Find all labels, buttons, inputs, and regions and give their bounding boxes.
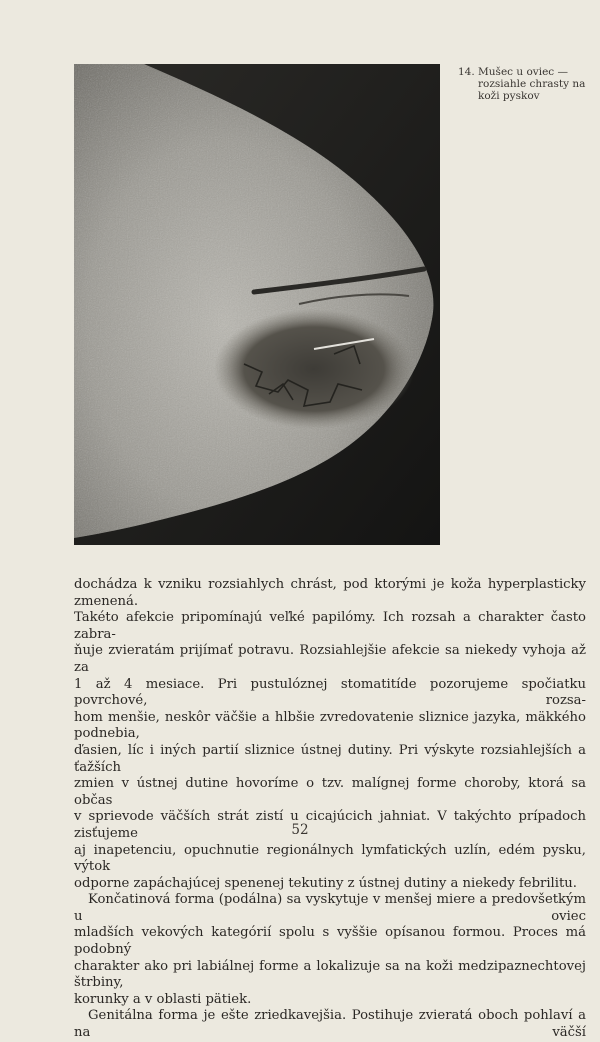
text-line: 1 až 4 mesiace. Pri pustulóznej stomatitíde pozorujeme spočiatku povrchové, rozsa- bbox=[74, 676, 586, 709]
text-line: mladších vekových kategórií spolu s vyššie opísanou formou. Proces má podobný bbox=[74, 925, 586, 958]
text-line: Takéto afekcie pripomínajú veľké papilómy. Ich rozsah a charakter často zabra- bbox=[74, 610, 586, 642]
paragraph bbox=[74, 892, 586, 1008]
caption-line: 14. Mušec u oviec — bbox=[458, 66, 569, 78]
text-line: v sprievode väčších strát zistí u cicajúcich jahniat. V takýchto prípadoch zisťujeme bbox=[74, 809, 586, 841]
figure-caption bbox=[458, 66, 588, 102]
text-line: charakter ako pri labiálnej forme a lokalizuje sa na koži medzipaznechtovej štrbiny, bbox=[74, 958, 586, 991]
sheep-muzzle-photo bbox=[74, 64, 440, 545]
text-line: aj inapetenciu, opuchnutie regionálnych lymfatických uzlín, edém pysku, výtok bbox=[74, 842, 586, 875]
text-line: zmien v ústnej dutine hovoríme o tzv. malígnej forme choroby, ktorá sa občas bbox=[74, 776, 586, 808]
caption-line: koži pyskov bbox=[478, 90, 540, 102]
body-text bbox=[74, 577, 586, 1042]
text-line: ďasien, líc i iných partií sliznice ústnej dutiny. Pri výskyte rozsiahlejších a ťažších bbox=[74, 742, 586, 775]
paragraph bbox=[74, 577, 586, 892]
paragraph bbox=[74, 1008, 586, 1041]
text-line: Končatinová forma (podálna) sa vyskytuje v menšej miere a predovšetkým u oviec bbox=[74, 892, 586, 924]
page-number: 52 bbox=[291, 822, 309, 838]
text-line: korunky a v oblasti pätiek. bbox=[74, 991, 252, 1007]
figure-photo bbox=[74, 64, 440, 545]
text-line: hom menšie, neskôr väčšie a hlbšie zvredovatenie sliznice jazyka, mäkkého podnebia, bbox=[74, 709, 586, 742]
text-line: ňuje zvieratám prijímať potravu. Rozsiahlejšie afekcie sa niekedy vyhoja až za bbox=[74, 643, 586, 675]
text-line: dochádza k vzniku rozsiahlych chrást, pod ktorými je koža hyperplasticky zmenená. bbox=[74, 577, 586, 609]
text-line: odporne zapáchajúcej spenenej tekutiny z ústnej dutiny a niekedy febrilitu. bbox=[74, 875, 577, 891]
text-line: Genitálna forma je ešte zriedkavejšia. Postihuje zvieratá oboch pohlaví a na väčší bbox=[74, 1008, 586, 1041]
caption-line: rozsiahle chrasty na bbox=[478, 78, 586, 90]
